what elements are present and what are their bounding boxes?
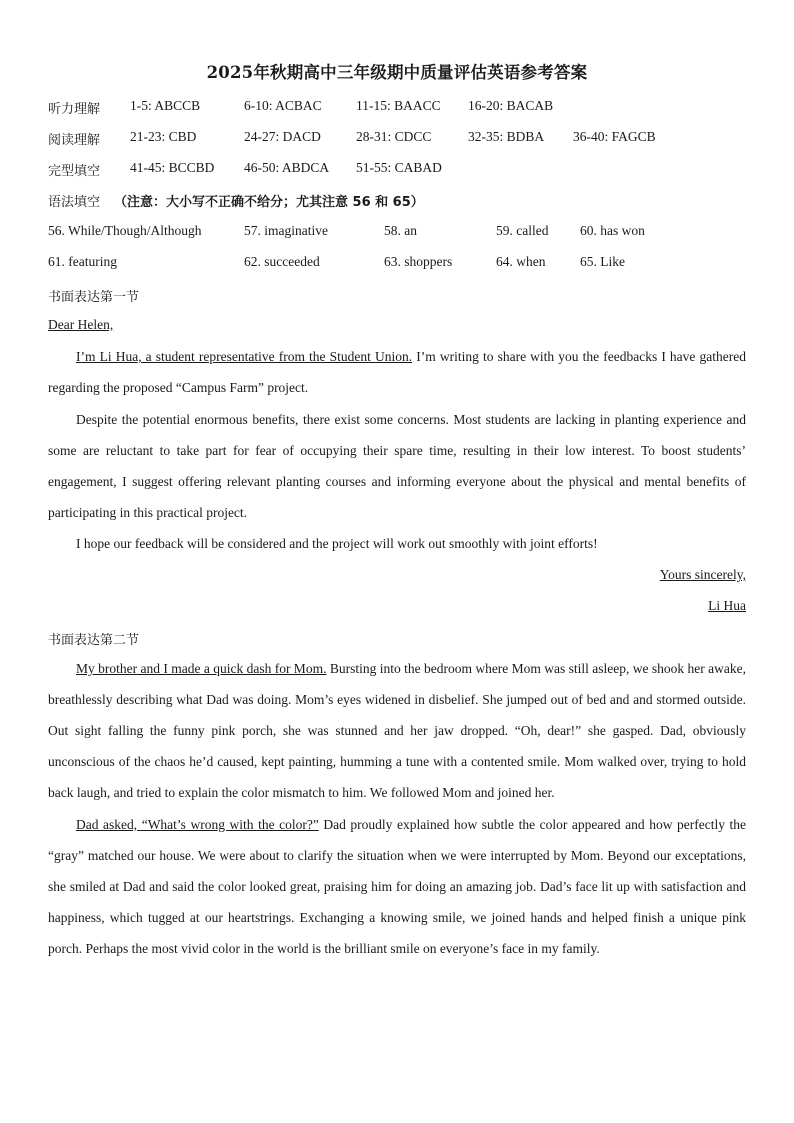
- answer-group: 11-15: BAACC: [356, 98, 441, 113]
- section2-heading: 书面表达第二节: [48, 633, 140, 648]
- grammar-answer: 61. featuring: [48, 254, 117, 269]
- paragraph-text: Bursting into the bedroom where Mom was still asleep, we shook her awake, breathlessly describing what Dad was doing. Mom’s eyes widened in disbelief. She jumped out of bed and and stormed outside. Out sight falling the funny pink porch, she was stunned and her jaw dropped. “Oh, dear!” she gasped. Dad, obviously unconscious of the chaos he’d caused, kept painting, humming a tune with a contented smile. Mom walked over, trying to hold back laugh, and tried to explain the color mismatch to him. We followed Mom and joined her.: [48, 661, 746, 800]
- answer-group: 41-45: BCCBD: [130, 160, 215, 175]
- grammar-answers-row-1: [48, 223, 748, 243]
- answer-group: 16-20: BACAB: [468, 98, 554, 113]
- grammar-note: （注意：大小写不正确不给分；尤其注意 56 和 65）: [114, 195, 424, 210]
- grammar-answer: 56. While/Though/Although: [48, 223, 202, 238]
- grammar-answer: 58. an: [384, 223, 417, 238]
- grammar-answer: 63. shoppers: [384, 254, 453, 269]
- answer-group: 28-31: CDCC: [356, 129, 432, 144]
- story-paragraph-1: [48, 653, 746, 808]
- paragraph-text: I’m writing to share with you the feedbacks I have gathered regarding the proposed “Campus Farm” project.: [48, 349, 746, 395]
- grammar-label: 语法填空: [48, 195, 101, 210]
- listening-answers-row: [48, 98, 748, 118]
- reading-answers-row: [48, 129, 748, 149]
- letter-paragraph-2: Despite the potential enormous benefits, there exist some concerns. Most students are lacking in planting experience and some are reluctant to take part for fear of occupying their spare time, resulting in their low interest. To boost students’ engagement, I suggest offering relevant planting courses and informing everyone about the physical and mental benefits of participating in this practical project.: [48, 412, 746, 520]
- answer-group: 51-55: CABAD: [356, 160, 442, 175]
- answer-group: 24-27: DACD: [244, 129, 321, 144]
- underlined-opening: I’m Li Hua, a student representative from the Student Union.: [76, 349, 413, 364]
- grammar-answer: 57. imaginative: [244, 223, 328, 238]
- listening-label: 听力理解: [48, 102, 101, 117]
- grammar-answer: 60. has won: [580, 223, 645, 238]
- grammar-heading-row: [48, 191, 748, 211]
- cloze-label: 完型填空: [48, 164, 101, 179]
- letter-signature: Li Hua: [708, 598, 746, 613]
- paragraph-text: Dad proudly explained how subtle the color appeared and how perfectly the “gray” matched our house. We were about to clarify the situation when we were interrupted by Mom. Beyond our exceptations, she smiled at Dad and said the color looked great, praising him for doing an amazing job. Dad’s face lit up with satisfaction and happiness, which tugged at our heartstrings. Exchanging a knowing smile, we joined hands and helped finish a unique pink porch. Perhaps the most vivid color in the world is the brilliant smile on everyone’s face in my family.: [48, 817, 746, 956]
- cloze-answers-row: [48, 160, 748, 180]
- underlined-opening: My brother and I made a quick dash for Mom.: [76, 661, 327, 676]
- answer-group: 6-10: ACBAC: [244, 98, 322, 113]
- answer-group: 46-50: ABDCA: [244, 160, 330, 175]
- reading-label: 阅读理解: [48, 133, 101, 148]
- letter-salutation: Dear Helen,: [48, 317, 114, 332]
- grammar-answer: 64. when: [496, 254, 546, 269]
- grammar-answer: 59. called: [496, 223, 549, 238]
- answer-group: 36-40: FAGCB: [573, 129, 656, 144]
- letter-paragraph-1: [48, 341, 746, 403]
- letter-paragraph-3: I hope our feedback will be considered and the project will work out smoothly with joint efforts!: [76, 536, 598, 551]
- page-title: 2025年秋期高中三年级期中质量评估英语参考答案: [206, 63, 588, 82]
- story-paragraph-2: [48, 809, 746, 964]
- answer-group: 32-35: BDBA: [468, 129, 545, 144]
- section1-heading: 书面表达第一节: [48, 290, 140, 305]
- grammar-answer: 65. Like: [580, 254, 625, 269]
- grammar-answer: 62. succeeded: [244, 254, 320, 269]
- underlined-opening: Dad asked, “What’s wrong with the color?”: [76, 817, 319, 832]
- letter-closing: Yours sincerely,: [659, 567, 746, 582]
- grammar-answers-row-2: [48, 254, 748, 274]
- answer-group: 21-23: CBD: [130, 129, 197, 144]
- answer-group: 1-5: ABCCB: [130, 98, 201, 113]
